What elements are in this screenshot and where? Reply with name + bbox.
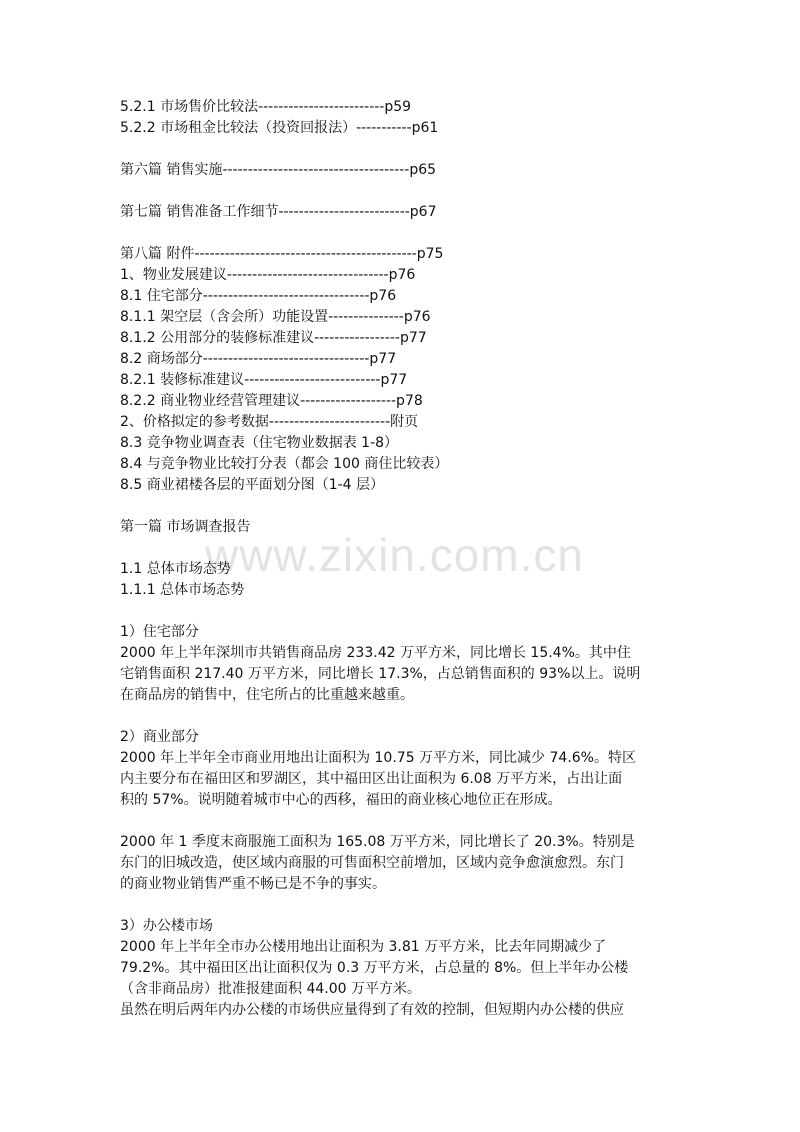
section-heading-part-1: 第一篇 市场调查报告 [120, 519, 251, 535]
section-heading-1-1: 1.1 总体市场态势 [120, 561, 231, 577]
section-heading-1-1-1: 1.1.1 总体市场态势 [120, 582, 245, 598]
paragraph-line: 的商业物业销售严重不畅已是不争的事实。 [120, 876, 386, 892]
toc-entry-part-6: 第六篇 销售实施-------------------------------------p65 [120, 162, 437, 178]
toc-entry-8-3: 8.3 竞争物业调查表（住宅物业数据表 1-8） [120, 435, 399, 451]
toc-entry-8-2-2: 8.2.2 商业物业经营管理建议-------------------p78 [120, 393, 423, 409]
toc-entry-part-7: 第七篇 销售准备工作细节--------------------------p67 [120, 204, 437, 220]
toc-entry-8-1: 8.1 住宅部分---------------------------------p76 [120, 288, 397, 304]
subheading-commercial: 2）商业部分 [120, 729, 199, 745]
toc-entry-2: 2、价格拟定的参考数据------------------------附页 [120, 414, 419, 430]
toc-entry-8-2-1: 8.2.1 装修标准建议---------------------------p77 [120, 372, 408, 388]
paragraph-line: 2000 年上半年全市办公楼用地出让面积为 3.81 万平方米，比去年同期减少了 [120, 939, 607, 955]
toc-entry-8-4: 8.4 与竞争物业比较打分表（都会 100 商住比较表） [120, 456, 449, 472]
toc-entry-part-8: 第八篇 附件--------------------------------------------p75 [120, 246, 444, 262]
paragraph-line: 2000 年上半年全市商业用地出让面积为 10.75 万平方米，同比减少 74.6%。特区 [120, 750, 636, 766]
toc-entry-8-1-2: 8.1.2 公用部分的装修标准建议-----------------p77 [120, 330, 427, 346]
paragraph-line: 在商品房的销售中，住宅所占的比重越来越重。 [120, 687, 414, 703]
subheading-residential: 1）住宅部分 [120, 624, 199, 640]
paragraph-line: （含非商品房）批准报建面积 44.00 万平方米。 [120, 981, 421, 997]
paragraph-line: 2000 年上半年深圳市共销售商品房 233.42 万平方米，同比增长 15.4%。其中住 [120, 645, 631, 661]
toc-entry-5-2-1: 5.2.1 市场售价比较法-------------------------p59 [120, 99, 412, 115]
subheading-office: 3）办公楼市场 [120, 918, 213, 934]
toc-entry-5-2-2: 5.2.2 市场租金比较法（投资回报法）-----------p61 [120, 120, 439, 136]
paragraph-line: 虽然在明后两年内办公楼的市场供应量得到了有效的控制，但短期内办公楼的供应 [120, 1002, 624, 1018]
watermark: www.zixin.com.cn [205, 529, 584, 581]
toc-entry-8-5: 8.5 商业裙楼各层的平面划分图（1-4 层） [120, 477, 385, 493]
toc-entry-8-2: 8.2 商场部分---------------------------------p77 [120, 351, 397, 367]
toc-entry-1: 1、物业发展建议--------------------------------p76 [120, 267, 416, 283]
toc-entry-8-1-1: 8.1.1 架空层（含会所）功能设置---------------p76 [120, 309, 431, 325]
paragraph-line: 宅销售面积 217.40 万平方米，同比增长 17.3%，占总销售面积的 93%以上。说明 [120, 666, 641, 682]
paragraph-line: 79.2%。其中福田区出让面积仅为 0.3 万平方米，占总量的 8%。但上半年办公楼 [120, 960, 629, 976]
paragraph-line: 积的 57%。说明随着城市中心的西移，福田的商业核心地位正在形成。 [120, 792, 562, 808]
paragraph-line: 东门的旧城改造，使区域内商服的可售面积空前增加，区域内竞争愈演愈烈。东门 [120, 855, 624, 871]
paragraph-line: 2000 年 1 季度末商服施工面积为 165.08 万平方米，同比增长了 20.3%。特别是 [120, 834, 635, 850]
paragraph-line: 内主要分布在福田区和罗湖区，其中福田区出让面积为 6.08 万平方米，占出让面 [120, 771, 623, 787]
